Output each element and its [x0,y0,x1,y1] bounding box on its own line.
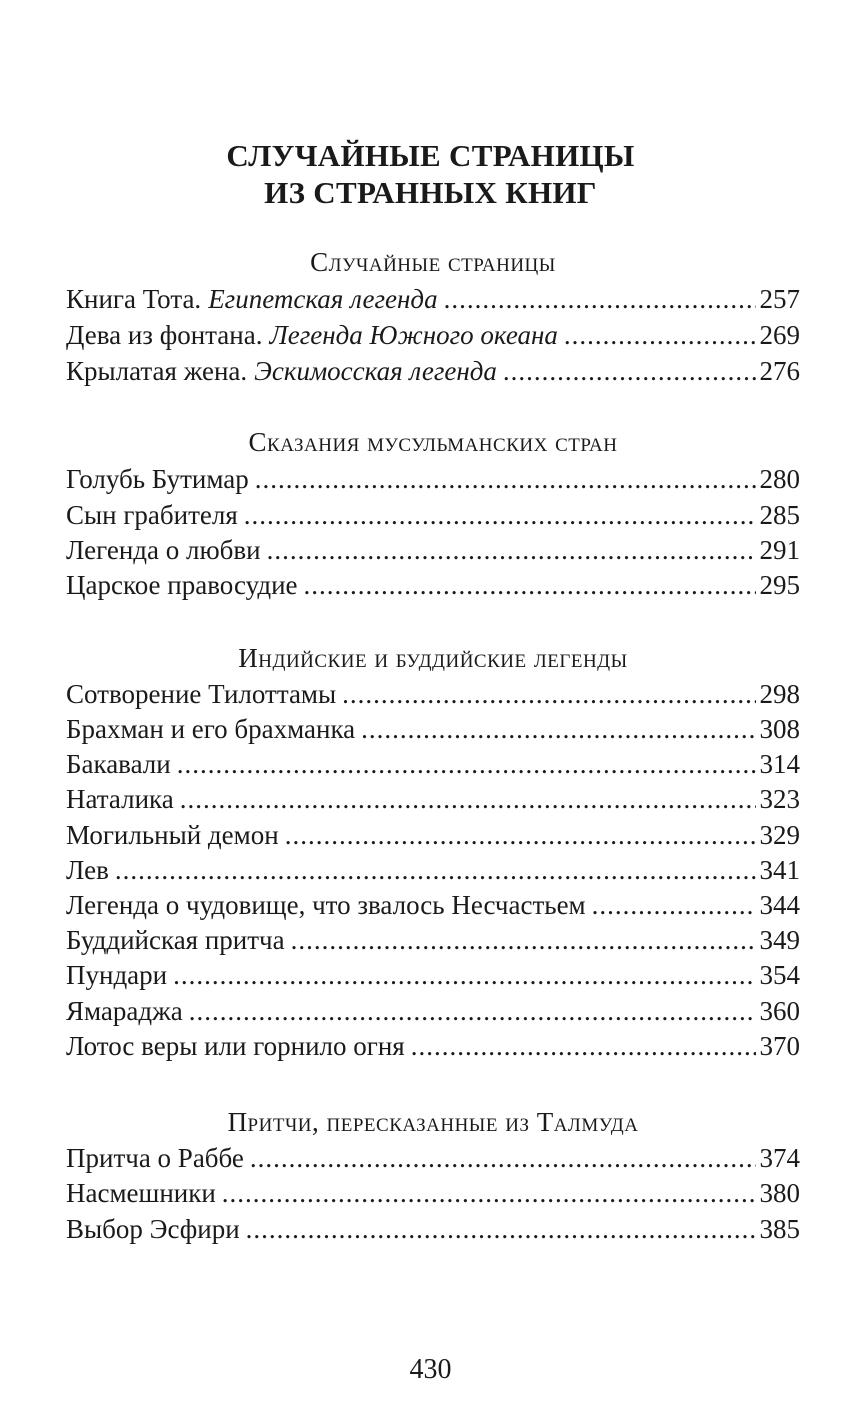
entry-title: Бакавали [66,749,171,779]
page-title-line-1: СЛУЧАЙНЫЕ СТРАНИЦЫ [226,138,635,173]
toc-entry [66,532,800,568]
entry-page-number: 276 [759,356,800,386]
toc-entry [66,746,800,782]
entry-page-number: 329 [759,820,800,850]
entry-page-number: 269 [759,320,800,350]
dot-leader [342,676,755,712]
entry-page-number: 385 [759,1214,800,1244]
entry-title: Крылатая жена. [66,356,248,386]
toc-entry [66,922,800,958]
entry-subtitle: Легенда Южного океана [269,320,558,350]
entry-page-number: 308 [759,714,800,744]
section-title: Случайные страницы [310,247,556,277]
entry-page-number: 370 [759,1031,800,1061]
toc-entry [66,497,800,533]
section-title: Притчи, пересказанные из Талмуда [227,1107,639,1137]
entry-page-number: 380 [759,1178,800,1208]
toc-entry [66,781,800,817]
dot-leader [255,461,756,497]
entry-title: Легенда о чудовище, что звалось Несчастьем [66,890,586,920]
page-number: 430 [409,1354,452,1385]
entry-title: Брахман и его брахманка [66,714,356,744]
entry-title: Могильный демон [66,820,279,850]
section-title: Сказания мусульманских стран [248,427,618,457]
dot-leader [564,317,756,353]
entry-page-number: 360 [759,996,800,1026]
entry-title: Наталика [66,784,174,814]
dot-leader [222,1175,756,1211]
toc-entry [66,281,800,317]
entry-page-number: 341 [759,855,800,885]
dot-leader [285,817,756,853]
section-title: Индийские и буддийские легенды [238,643,628,673]
entry-page-number: 344 [759,890,800,920]
entry-subtitle: Эскимосская легенда [254,356,497,386]
entry-title: Ямараджа [66,996,183,1026]
entry-title: Притча о Раббе [66,1143,244,1173]
entry-title: Сотворение Тилоттамы [66,679,337,709]
toc-entry [66,567,800,603]
entry-title: Книга Тота. [66,284,202,314]
entry-page-number: 295 [759,570,800,600]
entry-title: Лев [66,855,109,885]
dot-leader [592,887,756,923]
entry-title: Дева из фонтана. [66,320,263,350]
entry-title: Легенда о любви [66,535,261,565]
toc-entry [66,461,800,497]
toc-entry [66,817,800,853]
toc-entry [66,711,800,747]
dot-leader [180,781,756,817]
entry-page-number: 291 [759,535,800,565]
toc-entry [66,1028,800,1064]
dot-leader [246,1211,756,1247]
toc-entry [66,887,800,923]
toc-entry [66,353,800,389]
dot-leader [304,567,756,603]
toc-entry [66,1175,800,1211]
toc-entry [66,957,800,993]
entry-title: Пундари [66,960,168,990]
entry-page-number: 298 [759,679,800,709]
entry-page-number: 323 [759,784,800,814]
dot-leader [173,957,755,993]
dot-leader [444,281,756,317]
dot-leader [267,532,756,568]
entry-page-number: 314 [759,749,800,779]
dot-leader [177,746,756,782]
toc-entry [66,993,800,1029]
entry-page-number: 374 [759,1143,800,1173]
entry-subtitle: Египетская легенда [208,284,438,314]
entry-title: Насмешники [66,1178,216,1208]
entry-title: Голубь Бутимар [66,464,249,494]
entry-title: Царское правосудие [66,570,298,600]
dot-leader [503,353,756,389]
toc-entry [66,676,800,712]
toc-entry [66,1211,800,1247]
dot-leader [250,1140,756,1176]
entry-page-number: 280 [759,464,800,494]
toc-entry [66,852,800,888]
entry-title: Выбор Эсфири [66,1214,240,1244]
entry-title: Лотос веры или горнило огня [66,1031,405,1061]
entry-page-number: 354 [759,960,800,990]
dot-leader [411,1028,756,1064]
entry-title: Буддийская притча [66,925,285,955]
entry-page-number: 349 [759,925,800,955]
dot-leader [291,922,756,958]
toc-entry [66,1140,800,1176]
entry-page-number: 285 [759,500,800,530]
dot-leader [361,711,755,747]
dot-leader [244,497,756,533]
toc-entry [66,317,800,353]
entry-title: Сын грабителя [66,500,238,530]
page-title-line-2: ИЗ СТРАННЫХ КНИГ [264,175,597,210]
dot-leader [189,993,756,1029]
entry-page-number: 257 [759,284,800,314]
dot-leader [115,852,756,888]
